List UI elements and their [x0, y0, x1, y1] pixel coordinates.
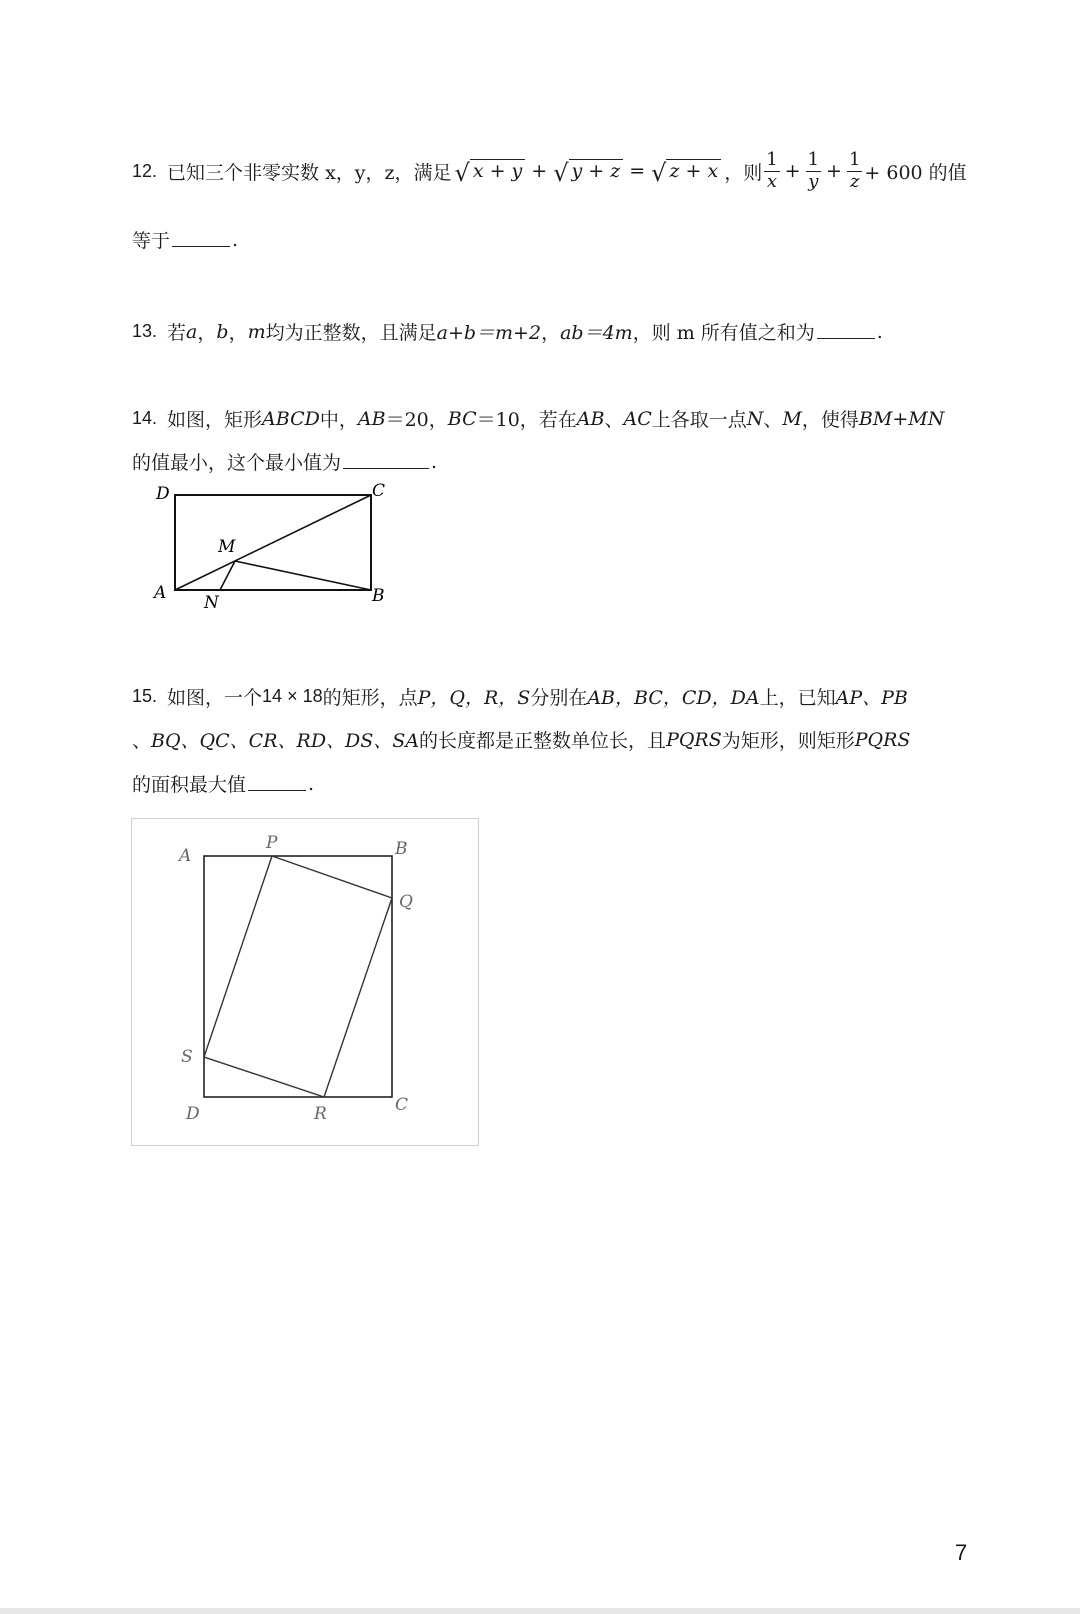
- q15-text: 上，已知: [759, 687, 836, 709]
- q15-line-3: [132, 770, 314, 797]
- comma: ，: [228, 322, 248, 344]
- dimensions: 14 × 18: [262, 686, 323, 706]
- comma: ，: [541, 322, 561, 344]
- sqrt-argument: x + y: [470, 159, 525, 183]
- q14-text: 上各取一点: [651, 409, 747, 431]
- label-b: B: [372, 586, 385, 606]
- label-n: N: [204, 593, 219, 613]
- q15-text: 如图，一个: [167, 687, 263, 709]
- q14-figure: [150, 482, 410, 632]
- question-number: 14.: [132, 408, 158, 428]
- expression-bm-mn: BM+MN: [858, 407, 945, 430]
- answer-blank[interactable]: [343, 454, 429, 469]
- q15-figure: [131, 818, 479, 1146]
- q14-text: 如图，矩形: [167, 409, 263, 431]
- plus-sign: +: [531, 160, 548, 182]
- segment-ab: AB: [576, 407, 605, 430]
- sides-list: AB，BC，CD，DA: [587, 687, 760, 709]
- rect-pqrs: PQRS: [854, 728, 911, 751]
- segment-ac: AC: [623, 407, 652, 430]
- fraction-1-over-x: [764, 150, 779, 192]
- segments-list: BQ、QC、CR、RD、DS、SA: [151, 730, 420, 752]
- q14-text: ，使得: [801, 409, 859, 431]
- period: .: [876, 320, 883, 343]
- sqrt-y-plus-z: [553, 159, 623, 187]
- label-a: A: [179, 846, 192, 866]
- points-list: P，Q，R，S: [417, 687, 531, 709]
- answer-blank[interactable]: [817, 324, 875, 339]
- equation-product: ab＝4m: [560, 322, 633, 344]
- q14-text: 的值最小，这个最小值为: [132, 452, 342, 474]
- equation-sum: a+b＝m+2: [436, 322, 542, 344]
- q13-text: 若: [167, 322, 187, 344]
- fraction-1-over-z: [847, 150, 862, 192]
- point-m: M: [782, 407, 802, 430]
- plus-sign: +: [826, 160, 842, 182]
- answer-blank[interactable]: [172, 232, 230, 247]
- segment-bc: BC: [447, 407, 477, 430]
- segment-ab: AB: [357, 407, 386, 430]
- answer-blank[interactable]: [248, 776, 306, 791]
- label-p: P: [266, 833, 278, 853]
- diagonal-ac: [175, 495, 371, 590]
- segments-ap-pb: AP、PB: [835, 687, 908, 709]
- separator: 、: [604, 409, 624, 431]
- label-m: M: [218, 537, 236, 557]
- q12-text: 等于: [132, 230, 171, 252]
- label-q: Q: [399, 892, 413, 912]
- label-b: B: [395, 839, 408, 859]
- q15-text: 的矩形，点: [322, 687, 418, 709]
- equals-sign: =: [629, 160, 646, 182]
- page-number: 7: [955, 1540, 968, 1565]
- label-d: D: [186, 1104, 200, 1124]
- numerator: 1: [848, 148, 861, 170]
- q14-text: ＝20，: [385, 409, 448, 431]
- q12-line-2: [132, 226, 238, 253]
- question-number: 12.: [132, 160, 158, 181]
- period: .: [431, 450, 438, 473]
- rect-name: ABCD: [262, 407, 320, 430]
- q14-text: 中，: [319, 409, 358, 431]
- plus-sign: +: [784, 160, 801, 182]
- sqrt-z-plus-x: [651, 159, 721, 187]
- var-b: b: [216, 320, 229, 343]
- segment-mb: [235, 561, 371, 590]
- rect-pqrs: PQRS: [666, 728, 722, 751]
- q13-line-1: [132, 318, 883, 345]
- separator: 、: [763, 409, 783, 431]
- q14-line-1: [132, 405, 944, 432]
- radical-sign: √: [553, 159, 569, 187]
- separator: 、: [132, 730, 152, 752]
- label-r: R: [314, 1104, 327, 1124]
- bottom-bar: [0, 1608, 1080, 1614]
- q12-text: 已知三个非零实数 x，y，z，满足: [167, 161, 452, 184]
- label-s: S: [181, 1047, 193, 1067]
- q14-text: ＝10，若在: [476, 409, 577, 431]
- var-m: m: [247, 320, 266, 343]
- q15-line-1: [132, 683, 908, 710]
- q15-text: 的面积最大值: [132, 774, 247, 796]
- radical-sign: √: [651, 159, 667, 187]
- q15-line-2: [132, 726, 910, 753]
- sqrt-x-plus-y: [454, 159, 526, 187]
- label-c: C: [372, 482, 386, 501]
- numerator: 1: [807, 148, 820, 170]
- q15-text: 为矩形，则矩形: [721, 730, 855, 752]
- q15-text: 的长度都是正整数单位长，且: [419, 730, 667, 752]
- q15-text: 分别在: [530, 687, 588, 709]
- question-number: 15.: [132, 686, 158, 706]
- q12-tail: + 600 的值: [864, 161, 967, 184]
- label-a: A: [154, 583, 167, 603]
- denominator: x: [766, 170, 778, 192]
- rectangle-abcd: [204, 856, 392, 1097]
- denominator: z: [849, 170, 860, 192]
- radical-sign: √: [454, 159, 470, 187]
- label-c: C: [395, 1095, 409, 1115]
- var-a: a: [186, 320, 198, 343]
- q12-line-1: [132, 146, 967, 196]
- numerator: 1: [766, 148, 778, 170]
- comma: ，: [197, 322, 217, 344]
- question-number: 13.: [132, 321, 158, 341]
- period: .: [308, 772, 315, 795]
- q13-text: ，则 m 所有值之和为: [632, 322, 815, 344]
- label-d: D: [156, 484, 170, 504]
- point-n: N: [746, 407, 764, 430]
- fraction-1-over-y: [806, 150, 821, 192]
- period: .: [232, 228, 239, 251]
- q13-text: 均为正整数，且满足: [265, 322, 437, 344]
- q14-line-2: [132, 448, 437, 475]
- rectangle-pqrs: [204, 856, 392, 1097]
- denominator: y: [808, 170, 819, 192]
- sqrt-argument: y + z: [569, 159, 624, 183]
- q12-text: ，则: [724, 161, 763, 184]
- sqrt-argument: z + x: [666, 159, 721, 183]
